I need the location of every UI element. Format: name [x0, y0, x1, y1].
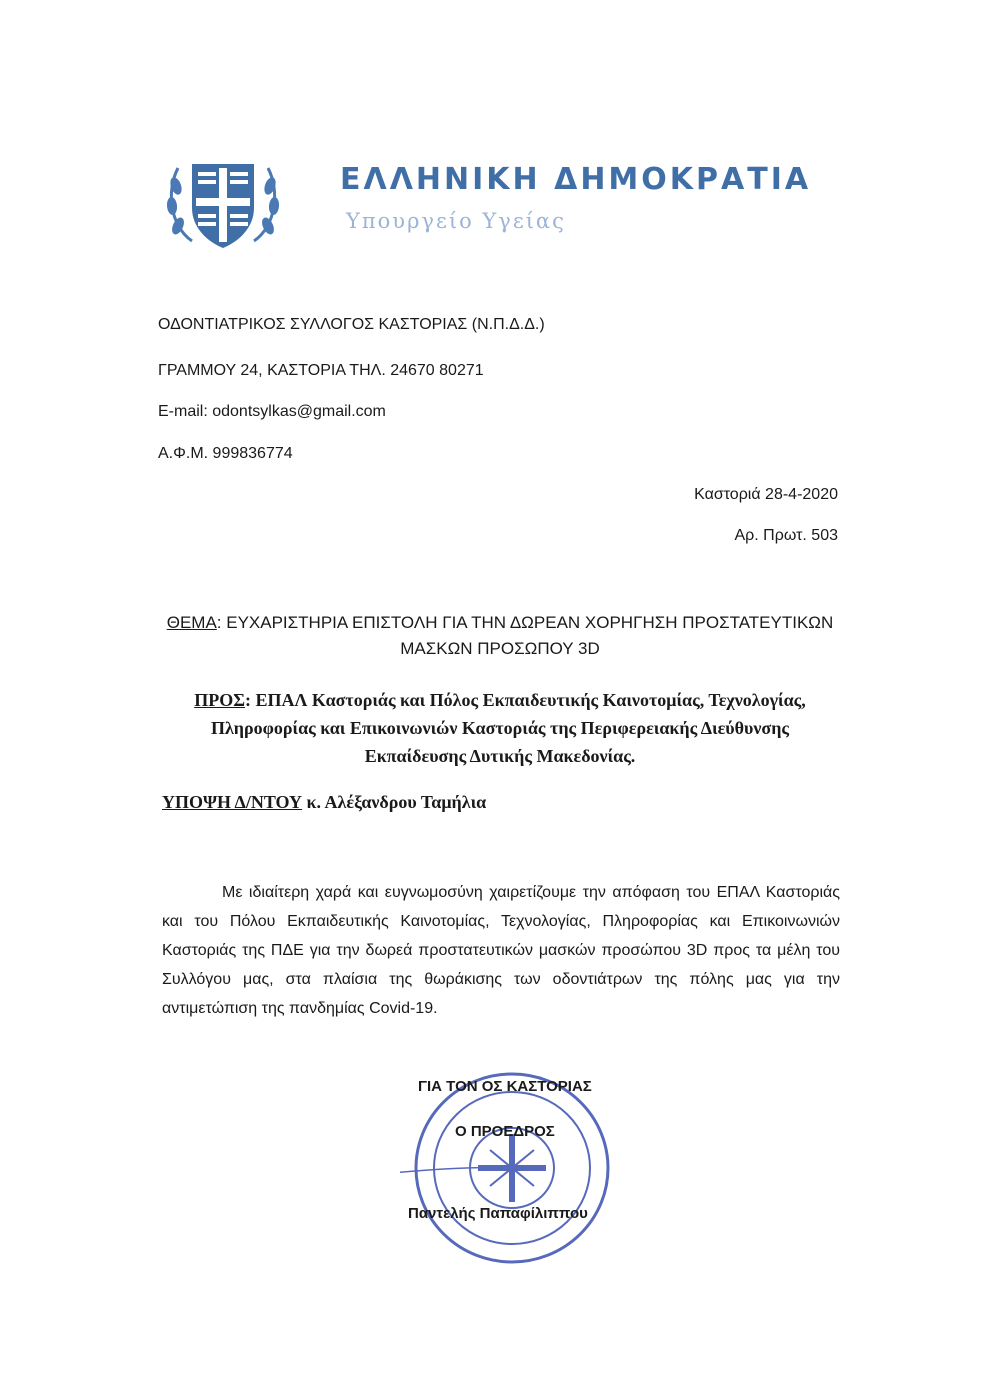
attention-label: ΥΠΟΨΗ Δ/ΝΤΟΥ	[162, 792, 303, 812]
sender-address: ΓΡΑΜΜΟΥ 24, ΚΑΣΤΟΡΙΑ ΤΗΛ. 24670 80271	[158, 362, 484, 379]
subject-label: ΘΕΜΑ	[166, 613, 217, 632]
header-title: ΕΛΛΗΝΙΚΗ ΔΗΜΟΚΡΑΤΙΑ	[340, 162, 812, 197]
recipient-line-1: ΠΡΟΣ: ΕΠΑΛ Καστοριάς και Πόλος Εκπαιδευτικής Καινοτομίας, Τεχνολογίας,	[194, 690, 806, 710]
place-date: Καστοριά 28-4-2020	[694, 486, 838, 503]
sender-email: E-mail: odontsylkas@gmail.com	[158, 403, 386, 420]
sender-name: ΟΔΟΝΤΙΑΤΡΙΚΟΣ ΣΥΛΛΟΓΟΣ ΚΑΣΤΟΡΙΑΣ (Ν.Π.Δ.Δ.)	[158, 316, 545, 333]
subject-line-1: ΘΕΜΑ: ΕΥΧΑΡΙΣΤΗΡΙΑ ΕΠΙΣΤΟΛΗ ΓΙΑ ΤΗΝ ΔΩΡΕΑΝ ΧΟΡΗΓΗΣΗ ΠΡΟΣΤΑΤΕΥΤΙΚΩΝ	[166, 613, 834, 632]
recipient-label: ΠΡΟΣ	[194, 690, 245, 710]
subject-text-1: ΕΥΧΑΡΙΣΤΗΡΙΑ ΕΠΙΣΤΟΛΗ ΓΙΑ ΤΗΝ ΔΩΡΕΑΝ ΧΟΡΗΓΗΣΗ ΠΡΟΣΤΑΤΕΥΤΙΚΩΝ	[226, 613, 834, 632]
attention-line	[162, 792, 486, 813]
recipient-block	[150, 686, 850, 770]
signature-role: Ο ΠΡΟΕΔΡΟΣ	[455, 1123, 555, 1140]
letter-body: Με ιδιαίτερη χαρά και ευγνωμοσύνη χαιρετίζουμε την απόφαση του ΕΠΑΛ Καστοριάς και του Πόλου Εκπαιδευτικής Καινοτομίας, Τεχνολογίας, Πληροφορίας και Επικοινωνιών Καστοριάς της ΠΔΕ για την δωρεά προστατευτικών μασκών προσώπου 3D προς τα μέλη του Συλλόγου μας, στα πλαίσια της θωράκισης των οδοντιάτρων της πόλης μας για την αντιμετώπιση της πανδημίας Covid-19.	[162, 884, 840, 1017]
recipient-text-1: ΕΠΑΛ Καστοριάς και Πόλος Εκπαιδευτικής Καινοτομίας, Τεχνολογίας,	[255, 690, 806, 710]
header-subtitle: Υπουργείο Υγείας	[346, 209, 566, 233]
subject-block	[150, 610, 850, 662]
recipient-text-2: Πληροφορίας και Επικοινωνιών Καστοριάς της Περιφερειακής Διεύθυνσης	[210, 718, 790, 738]
signature-name: Παντελής Παπαφίλιππου	[408, 1205, 588, 1222]
protocol-number: Αρ. Πρωτ. 503	[734, 527, 838, 544]
greek-republic-emblem-icon	[162, 146, 284, 256]
attention-name: κ. Αλέξανδρου Ταμήλια	[306, 792, 487, 812]
subject-text-2: ΜΑΣΚΩΝ ΠΡΟΣΩΠΟΥ 3D	[400, 639, 600, 658]
signature-for: ΓΙΑ ΤΟΝ ΟΣ ΚΑΣΤΟΡΙΑΣ	[418, 1078, 592, 1095]
recipient-text-3: Εκπαίδευσης Δυτικής Μακεδονίας.	[364, 746, 636, 766]
sender-afm: Α.Φ.Μ. 999836774	[158, 445, 293, 462]
